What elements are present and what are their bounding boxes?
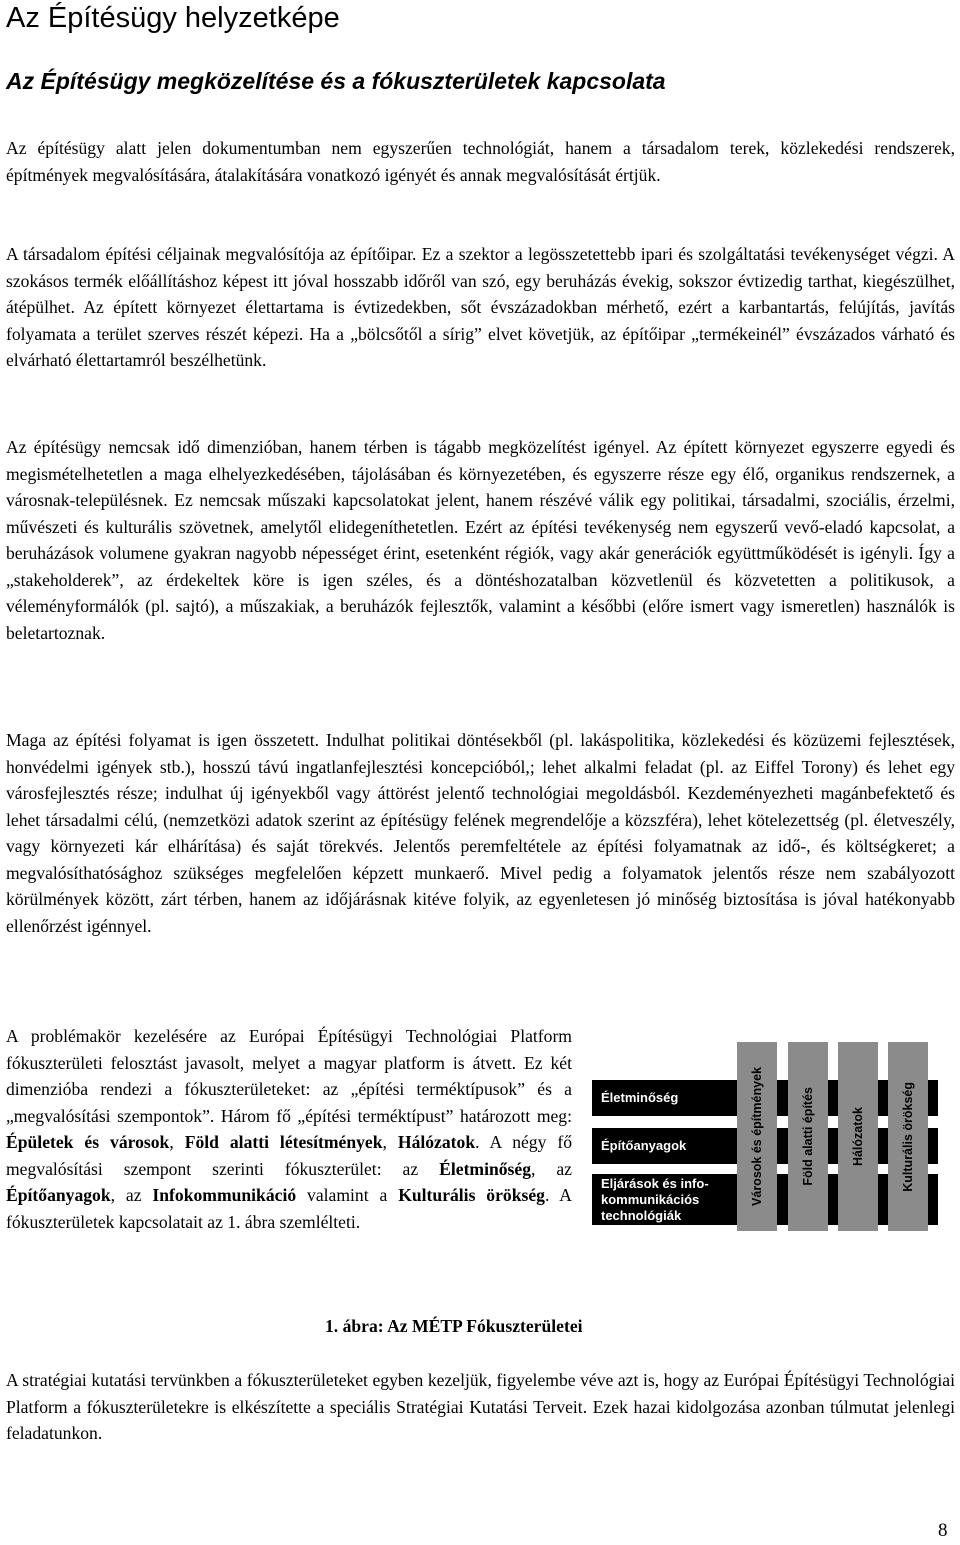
figure-row-materials: Építőanyagok <box>592 1128 938 1164</box>
figure-column-underground <box>788 1042 828 1231</box>
p5-text-6: , az <box>110 1185 153 1205</box>
p5-text-5: , az <box>531 1158 572 1179</box>
section-subtitle: Az Építésügy megközelítése és a fókuszterületek kapcsolata <box>6 68 666 94</box>
figure-row-quality-of-life: Életminőség <box>592 1080 938 1116</box>
figure-column-networks <box>838 1042 878 1231</box>
p5-text-3: , <box>382 1132 398 1152</box>
figure-column-label: Kulturális örökség <box>901 1081 915 1192</box>
p5-bold-underground: Föld alatti létesítmények <box>184 1132 383 1152</box>
figure-column-label: Városok és építmények <box>750 1067 764 1206</box>
p5-bold-networks: Hálózatok <box>397 1132 476 1152</box>
page-number: 8 <box>938 1520 948 1541</box>
p5-bold-materials: Építőanyagok <box>6 1185 111 1205</box>
page-title: Az Építésügy helyzetképe <box>6 2 340 34</box>
p5-bold-infocom: Infokommunikáció <box>152 1185 297 1205</box>
paragraph-2: A társadalom építési céljainak megvalósítója az építőipar. Ez a szektor a legösszetettebb ipari és szolgáltatási tevékenységet végzi. A szokásos termék előállításhoz képest itt jóval hosszabb időről van szó, egy beruházás évekig, sokszor évtizedig tarthat, kiegészülhet, átépülhet. Az épített környezet élettartama is évtizedekben, sőt évszázadokban mérhető, ezért a karbantartás, felújítás, javítás folyamata a terület szerves részét képezi. Ha a „bölcsőtől a sírig” elvet követjük, az építőipar „termékeinél” évszázados várható és elvárható élettartamról beszélhetünk. <box>6 244 955 370</box>
figure-row-processes-ict: Eljárások és info-kommunikációs technológiák <box>592 1174 938 1225</box>
figure-column-label: Hálózatok <box>851 1106 865 1167</box>
p5-bold-heritage: Kulturális örökség <box>398 1185 545 1205</box>
figure-column-label: Föld alatti építés <box>801 1087 815 1186</box>
figure-column-heritage <box>888 1042 928 1231</box>
p5-text-2: , <box>169 1132 185 1152</box>
p5-text-8: . A fókuszterületek kapcsolatait az 1. ábra szemlélteti. <box>6 1185 572 1232</box>
figure-caption: 1. ábra: Az MÉTP Fókuszterületei <box>325 1316 583 1336</box>
paragraph-5 <box>6 1023 572 1235</box>
focus-area-figure <box>592 1042 954 1231</box>
figure-column-cities-buildings <box>737 1042 777 1231</box>
paragraph-3: Az építésügy nemcsak idő dimenzióban, hanem térben is tágabb megközelítést igényel. Az épített környezet egyszerre egyedi és megismételhetetlen a maga elhelyezkedésében, tájolásában és környezetében, és egyszerre része egy élő, organikus rendszernek, a városnak-településnek. Ez nemcsak műszaki kapcsolatokat jelent, hanem részévé válik egy politikai, társadalmi, szociális, érzelmi, művészeti és kulturális szövetnek, amelytől elidegeníthetetlen. Ezért az építési tevékenység nem egyszerű vevő-eladó kapcsolat, a beruházások volumene gyakran nagyobb népességet érint, esetenként régiók, vagy akár generációk együttműködését is igényli. Így a „stakeholderek”, az érdekeltek köre is igen széles, és a döntéshozatalban közvetlenül és közvetetten a politikusok, a véleményformálók (pl. sajtó), a műszakiak, a beruházók fejlesztők, valamint a későbbi (előre ismert vagy ismeretlen) használók is beletartoznak. <box>6 437 955 643</box>
p5-bold-buildings: Épületek és városok <box>6 1132 170 1152</box>
paragraph-1: Az építésügy alatt jelen dokumentumban nem egyszerűen technológiát, hanem a társadalom terek, közlekedési rendszerek, építmények megvalósítására, átalakítására vonatkozó igényét és annak megvalósítását értjük. <box>6 138 955 185</box>
p5-text-7: valamint a <box>296 1185 399 1205</box>
p5-text-1: A problémakör kezelésére az Európai Építésügyi Technológiai Platform fókuszterületi felosztást javasolt, melyet a magyar platform is átvett. Ez két dimenzióba rendezi a fókuszterületeket: az „építési terméktípusok” és a „megvalósítási szempontok”. Három fő „építési terméktípust” határozott meg: <box>6 1026 572 1126</box>
paragraph-4: Maga az építési folyamat is igen összetett. Indulhat politikai döntésekből (pl. lakáspolitika, közlekedési és közüzemi fejlesztések, honvédelmi igények stb.), hosszú távú ingatlanfejlesztési koncepcióból,; lehet alkalmi feladat (pl. az Eiffel Torony) és lehet egy városfejlesztés része; indulhat új igényekből vagy áttörést jelentő technológiai megoldásból. Kezdeményezheti magánbefektető és lehet társadalmi célú, (nemzetközi adatok szerint az építésügy felének megrendelője a közszféra), lehet kötelezettség (pl. életveszély, vagy környezeti kár elhárítása) és saját törekvés. Jelentős peremfeltétele az építési folyamatnak az idő-, és költségkeret; a megvalósíthatósághoz szükséges megfelelően képzett munkaerő. Mivel pedig a folyamatok jelentős része nem szabályozott körülmények között, zárt térben, hanem az időjárásnak kitéve folyik, az egyenletesen jó minőség biztosítása is jóval hatékonyabb ellenőrzést igénnyel. <box>6 730 955 936</box>
p5-bold-quality-of-life: Életminőség <box>439 1158 532 1179</box>
p5-text-4: . A négy fő megvalósítási szempont szerinti fókuszterület: az <box>6 1132 573 1179</box>
paragraph-6: A stratégiai kutatási tervünkben a fókuszterületeket egyben kezeljük, figyelembe véve azt is, hogy az Európai Építésügyi Technológiai Platform a fókuszterületekre is elkészítette a speciális Stratégiai Kutatási Terveit. Ezek hazai kidolgozása azonban túlmutat jelenlegi feladatunkon. <box>6 1370 955 1443</box>
